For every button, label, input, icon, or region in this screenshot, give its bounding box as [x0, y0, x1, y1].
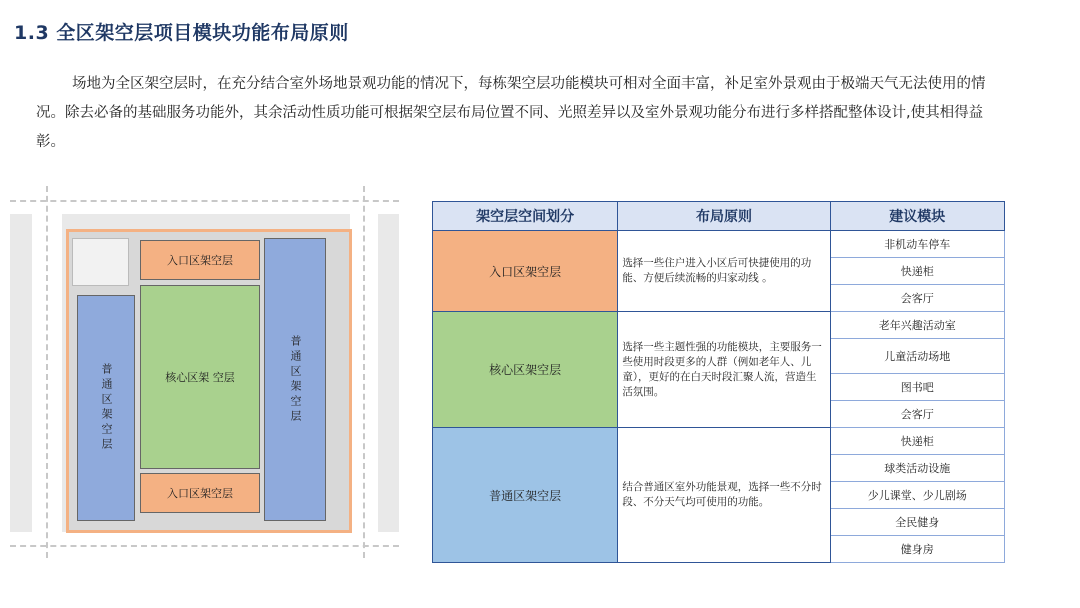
intro-paragraph: 场地为全区架空层时，在充分结合室外场地景观功能的情况下，每栋架空层功能模块可相对全面丰富，补足室外景观由于极端天气无法使用的情况。除去必备的基础服务功能外，其余活动性质功能可根据架空层布局位置不同、光照差异以及室外景观功能分布进行多样搭配整体设计,使其相得益彰。 [36, 76, 986, 150]
table-row [433, 231, 1005, 258]
header-zone: 架空层空间划分 [433, 202, 618, 231]
core-zone: 核心区架 空层 [140, 285, 260, 469]
road-center-line [363, 186, 365, 558]
header-principle: 布局原则 [618, 202, 830, 231]
module-cell: 全民健身 [830, 509, 1004, 536]
module-cell: 少儿课堂、少儿剧场 [830, 482, 1004, 509]
general-zone-right-label: 普通区架空层 [289, 334, 302, 425]
table-row [433, 312, 1005, 339]
principle-core: 选择一些主题性强的功能模块，主要服务一些使用时段更多的人群（例如老年人、儿童），更好的在白天时段汇聚人流，营造生活氛围。 [618, 312, 830, 428]
module-cell: 快递柜 [830, 258, 1004, 285]
module-cell: 球类活动设施 [830, 455, 1004, 482]
general-zone-left-label: 普通区架空层 [100, 363, 113, 453]
module-cell: 儿童活动场地 [830, 339, 1004, 374]
general-zone-right [264, 238, 326, 521]
road-center-line [10, 545, 399, 547]
road-center-line [46, 186, 48, 558]
module-cell: 会客厅 [830, 401, 1004, 428]
site-plan [10, 186, 399, 558]
module-cell: 健身房 [830, 536, 1004, 563]
module-cell: 图书吧 [830, 374, 1004, 401]
page-title: 1.3 全区架空层项目模块功能布局原则 [14, 22, 349, 44]
zone-entrance: 入口区架空层 [433, 231, 618, 312]
entrance-zone-bottom: 入口区架空层 [140, 473, 260, 513]
zone-core: 核心区架空层 [433, 312, 618, 428]
zone-general: 普通区架空层 [433, 428, 618, 563]
module-cell: 老年兴趣活动室 [830, 312, 1004, 339]
road-center-line [10, 200, 399, 202]
header-modules: 建议模块 [830, 202, 1004, 231]
general-zone-left [77, 295, 135, 521]
module-cell: 快递柜 [830, 428, 1004, 455]
module-table [432, 201, 1005, 563]
entrance-zone-top: 入口区架空层 [140, 240, 260, 280]
principle-general: 结合普通区室外功能景观，选择一些不分时段、不分天气均可使用的功能。 [618, 428, 830, 563]
table-row [433, 428, 1005, 455]
auxiliary-building [72, 238, 129, 286]
module-cell: 非机动车停车 [830, 231, 1004, 258]
module-cell: 会客厅 [830, 285, 1004, 312]
principle-entrance: 选择一些住户进入小区后可快捷使用的功能、方便后续流畅的归家动线 。 [618, 231, 830, 312]
table-header-row [433, 202, 1005, 231]
